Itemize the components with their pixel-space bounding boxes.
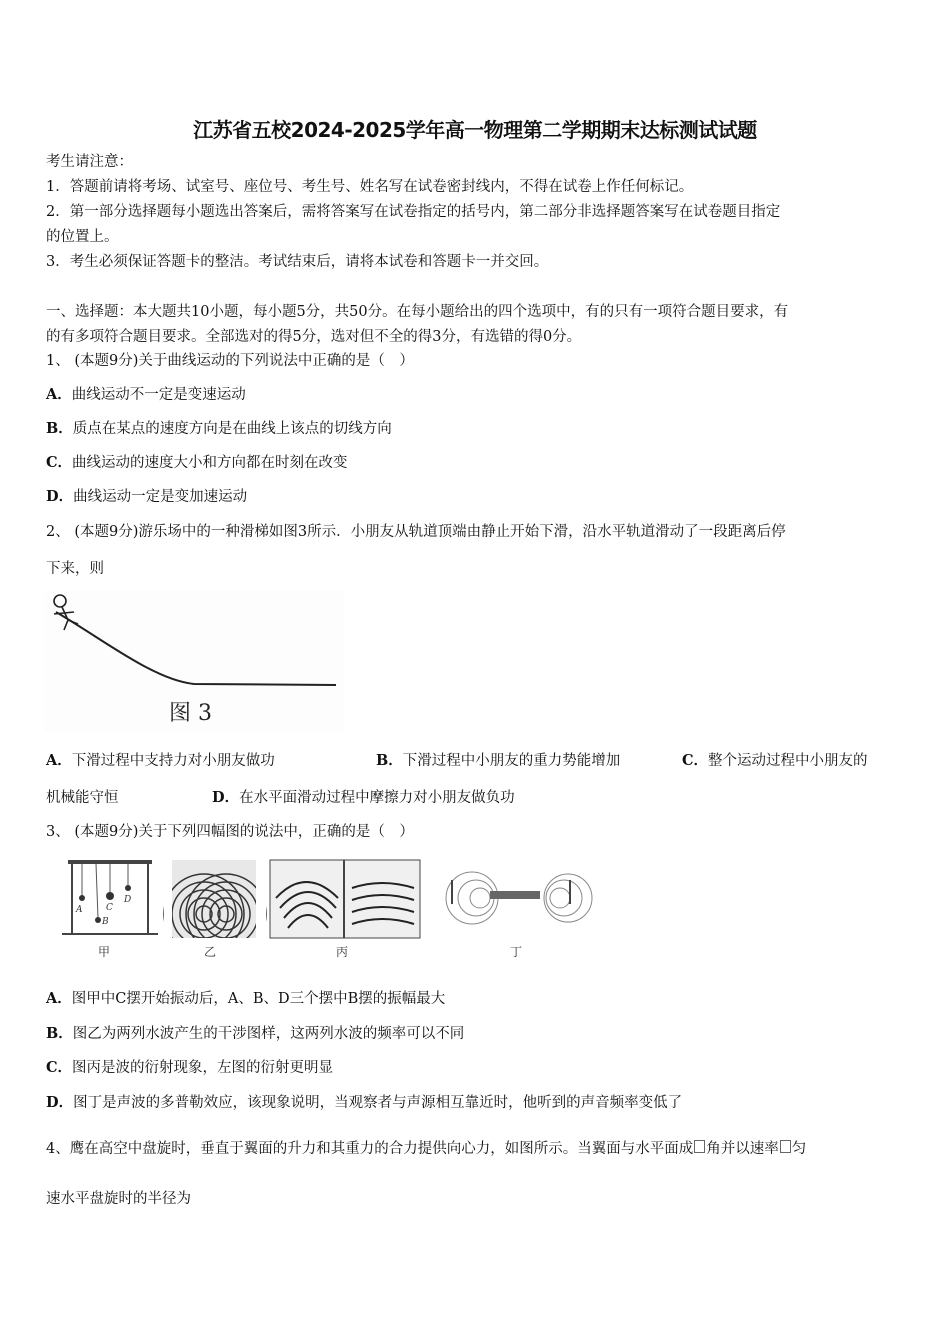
q3-option-c[interactable] (46, 1059, 333, 1077)
q3-option-a-text: 图甲中C摆开始振动后，A、B、D三个摆中B摆的振幅最大 (71, 991, 446, 1007)
pendulum-label-b: B (102, 917, 109, 927)
q2-option-a-text: 下滑过程中支持力对小朋友做功 (71, 753, 275, 769)
q2-option-a[interactable] (46, 752, 275, 770)
q4-stem-line-1 (46, 1140, 806, 1158)
q2-option-c-cont: 机械能守恒 (46, 790, 119, 806)
speed-placeholder-icon (780, 1140, 791, 1153)
q3-option-b-text: 图乙为两列水波产生的干涉图样，这两列水波的频率可以不同 (72, 1026, 465, 1042)
section-intro-line-1: 一、选择题：本大题共10小题，每小题5分，共50分。在每小题给出的四个选项中，有的只有一项符合题目要求，有 (46, 304, 789, 320)
q1-option-a[interactable] (46, 386, 246, 404)
pendulum-figure (62, 860, 158, 934)
pendulum-label-c: C (106, 903, 113, 913)
q1-option-c[interactable] (46, 454, 348, 472)
pendulum-label-d: D (124, 895, 132, 905)
q1-option-a-text: 曲线运动不一定是变速运动 (71, 387, 246, 403)
q2-option-b-text: 下滑过程中小朋友的重力势能增加 (402, 753, 621, 769)
q3-option-b[interactable] (46, 1025, 464, 1043)
notice-item-2-cont: 的位置上。 (46, 229, 119, 245)
notice-item-3: 3．考生必须保证答题卡的整洁。考试结束后，请将本试卷和答题卡一并交回。 (46, 254, 549, 270)
q1-option-d-text: 曲线运动一定是变加速运动 (73, 489, 248, 505)
pendulum-label-a: A (76, 905, 83, 915)
q4-stem-part-3: 匀 (791, 1141, 807, 1157)
diffraction-figure (270, 860, 420, 938)
q1-option-b-text: 质点在某点的速度方向是在曲线上该点的切线方向 (72, 421, 392, 437)
q4-stem-line-2: 速水平盘旋时的半径为 (46, 1191, 191, 1207)
figure-label-jia: 甲 (98, 945, 111, 959)
q3-option-a[interactable] (46, 990, 445, 1008)
q2-option-c-text: 整个运动过程中小朋友的 (708, 753, 868, 769)
q3-stem: 3、 (本题9分)关于下列四幅图的说法中，正确的是（ ） (46, 824, 414, 840)
q3-option-d-letter: D． (46, 1094, 74, 1111)
section-intro-line-2: 的有多项符合题目要求。全部选对的得5分，选对但不全的得3分，有选错的得0分。 (46, 329, 582, 345)
page-title: 江苏省五校2024-2025学年高一物理第二学期期末达标测试试题 (193, 118, 757, 142)
q4-stem-part-1: 4、鹰在高空中盘旋时，垂直于翼面的升力和其重力的合力提供向心力，如图所示。当翼面与水平面成 (46, 1141, 694, 1157)
q3-option-b-letter: B． (46, 1025, 73, 1042)
q3-figures (60, 858, 600, 962)
q2-option-c[interactable] (682, 752, 868, 770)
q1-stem: 1、 (本题9分)关于曲线运动的下列说法中正确的是（ ） (46, 353, 414, 369)
figure-label-bing: 丙 (336, 945, 349, 959)
q2-option-b[interactable] (376, 752, 620, 770)
notice-item-1: 1．答题前请将考场、试室号、座位号、考生号、姓名写在试卷密封线内，不得在试卷上作任何标记。 (46, 179, 694, 195)
q3-option-c-letter: C． (46, 1059, 73, 1076)
q2-option-d[interactable] (212, 789, 515, 807)
q2-option-c-letter: C． (682, 752, 709, 769)
q1-option-b[interactable] (46, 420, 392, 438)
q1-option-b-letter: B． (46, 420, 73, 437)
interference-figure (164, 858, 266, 958)
notice-item-2: 2．第一部分选择题每小题选出答案后，需将答案写在试卷指定的括号内，第二部分非选择题答案写在试卷题目指定 (46, 204, 781, 220)
doppler-figure (446, 872, 592, 924)
figure-label-ding: 丁 (510, 945, 523, 959)
q1-option-a-letter: A． (46, 386, 72, 403)
figure-label-yi: 乙 (204, 945, 217, 959)
theta-placeholder-icon (694, 1140, 705, 1153)
q2-stem-line-1: 2、 (本题9分)游乐场中的一种滑梯如图3所示．小朋友从轨道顶端由静止开始下滑，沿水平轨道滑动了一段距离后停 (46, 524, 786, 540)
q4-stem-part-2: 角并以速率 (706, 1141, 779, 1157)
q2-option-b-letter: B． (376, 752, 403, 769)
q1-option-c-letter: C． (46, 454, 73, 471)
q3-option-a-letter: A． (46, 990, 72, 1007)
q2-option-d-text: 在水平面滑动过程中摩擦力对小朋友做负功 (239, 790, 515, 806)
q1-option-c-text: 曲线运动的速度大小和方向都在时刻在改变 (72, 455, 348, 471)
q3-option-c-text: 图丙是波的衍射现象，左图的衍射更明显 (72, 1060, 334, 1076)
q2-option-d-letter: D． (212, 789, 240, 806)
q2-stem-line-2: 下来，则 (46, 561, 104, 577)
q1-option-d-letter: D． (46, 488, 74, 505)
q1-option-d[interactable] (46, 488, 247, 506)
q3-option-d-text: 图丁是声波的多普勒效应，该现象说明，当观察者与声源相互靠近时，他听到的声音频率变低了 (73, 1095, 683, 1111)
q3-option-d[interactable] (46, 1094, 682, 1112)
slide-figure (44, 590, 344, 732)
notice-header: 考生请注意： (46, 154, 133, 170)
slide-figure-label: 图 3 (169, 701, 212, 726)
q2-option-a-letter: A． (46, 752, 72, 769)
